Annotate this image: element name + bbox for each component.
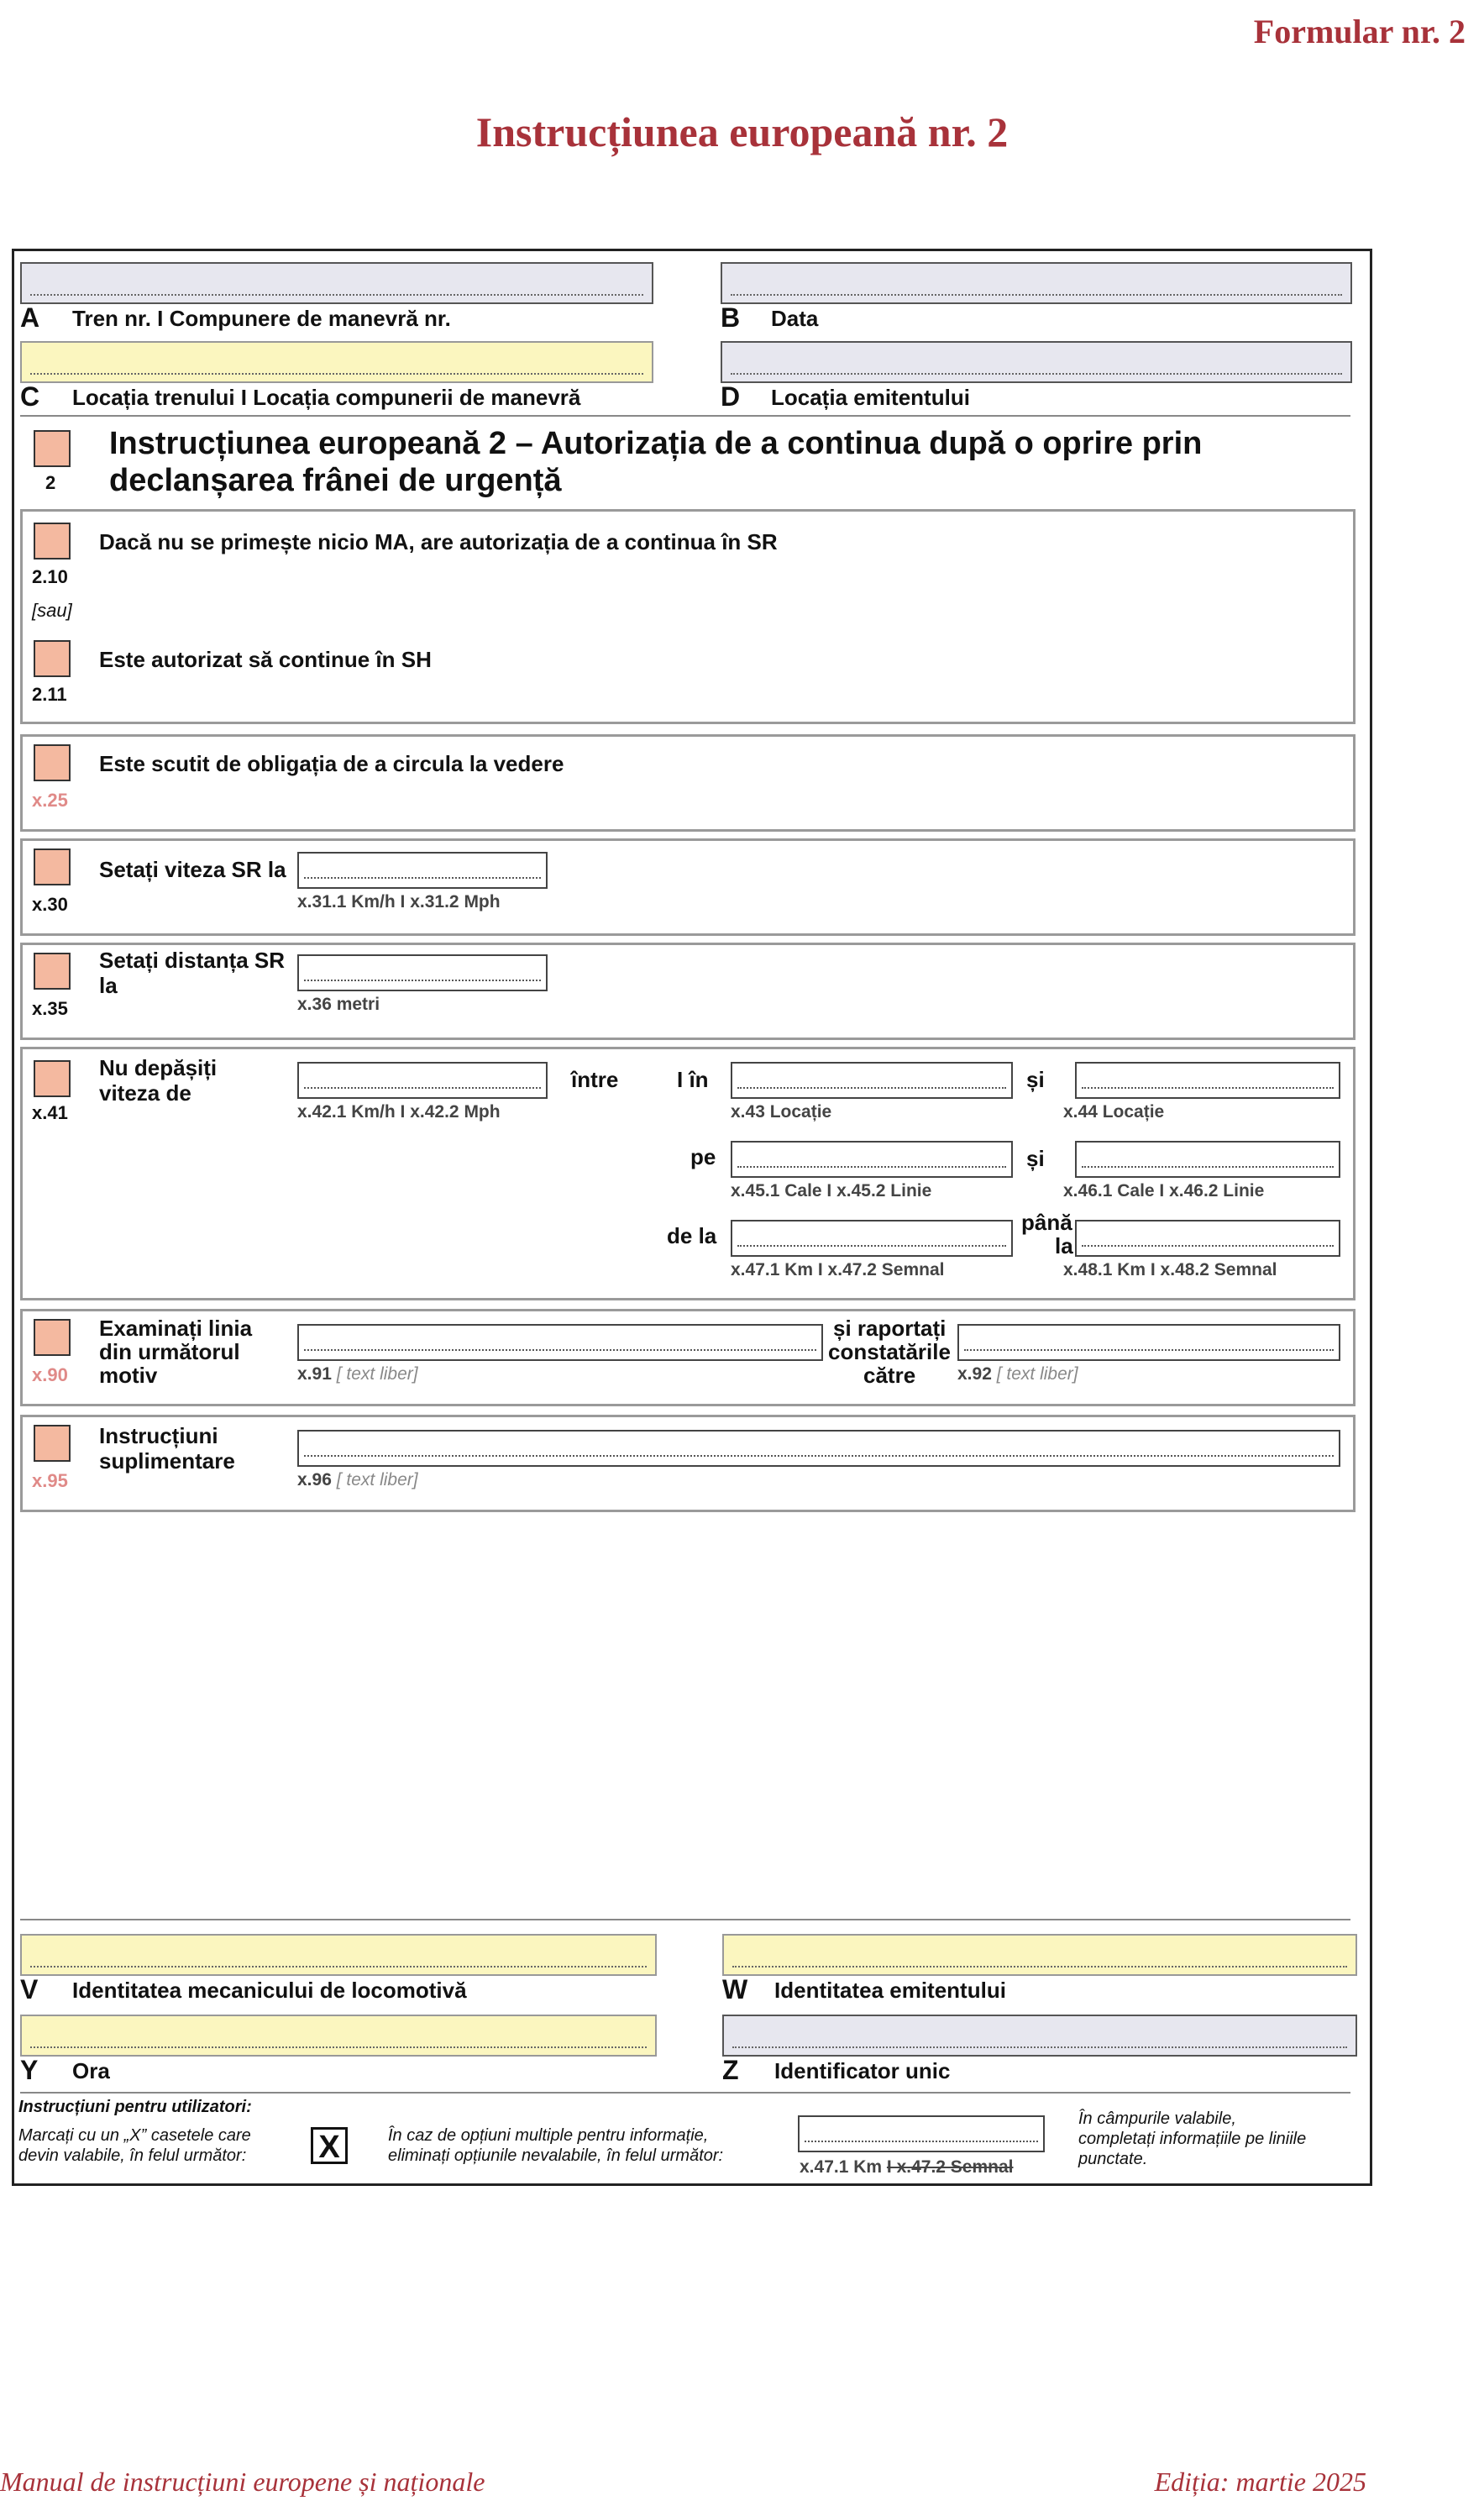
between-label: între xyxy=(571,1067,619,1092)
field-z-letter: Z xyxy=(722,2055,739,2085)
input-x44-location[interactable] xyxy=(1075,1062,1340,1099)
checkbox-2[interactable] xyxy=(34,430,71,467)
until-label-line2: la xyxy=(1055,1233,1073,1258)
checkbox-2-11[interactable] xyxy=(34,640,71,677)
and-label-1: și xyxy=(1026,1067,1045,1092)
instructions-valid-line1: În câmpurile valabile, xyxy=(1078,2109,1236,2128)
label-x25: Este scutit de obligația de a circula la vedere xyxy=(99,751,564,776)
field-b-letter: B xyxy=(721,302,741,333)
instructions-multi-line2: eliminați opțiunile nevalabile, în felul următor: xyxy=(388,2146,724,2165)
main-title-line1: Instrucțiunea europeană 2 – Autorizația de a continua după o oprire prin xyxy=(109,426,1203,461)
until-label-line1: până xyxy=(1021,1210,1072,1235)
code-x41: x.41 xyxy=(32,1102,68,1123)
checkbox-x41[interactable] xyxy=(34,1060,71,1097)
sub-x31: x.31.1 Km/h I x.31.2 Mph xyxy=(297,892,501,912)
on-label: pe xyxy=(690,1144,716,1169)
field-a-train-number[interactable] xyxy=(20,262,653,304)
input-x31-speed[interactable] xyxy=(297,852,548,889)
field-y-label: Ora xyxy=(72,2058,110,2083)
code-x30: x.30 xyxy=(32,894,68,915)
field-v-label: Identitatea mecanicului de locomotivă xyxy=(72,1978,467,2003)
field-v-letter: V xyxy=(20,1974,39,2004)
label-x30: Setați viteza SR la xyxy=(99,857,286,882)
checkbox-x25[interactable] xyxy=(34,744,71,781)
page-title: Instrucțiunea europeană nr. 2 xyxy=(475,108,1009,155)
field-b-label: Data xyxy=(771,306,819,331)
field-b-date[interactable] xyxy=(721,262,1352,304)
label-2-10: Dacă nu se primește nicio MA, are autorizația de a continua în SR xyxy=(99,529,778,554)
form-number: Formular nr. 2 xyxy=(1253,13,1466,50)
code-2: 2 xyxy=(45,472,56,493)
label-x90-line1: Examinați linia xyxy=(99,1316,253,1341)
input-x47-km[interactable] xyxy=(731,1220,1013,1257)
input-x92-recipient[interactable] xyxy=(957,1324,1340,1361)
label-x90-line3: motiv xyxy=(99,1363,158,1388)
input-x48-km[interactable] xyxy=(1075,1220,1340,1257)
report-label-line2: constatările xyxy=(828,1339,951,1364)
label-x41-line1: Nu depășiți xyxy=(99,1055,218,1080)
footer-manual-title: Manual de instrucțiuni europene și naționale xyxy=(0,2467,485,2497)
label-x95-line2: suplimentare xyxy=(99,1448,235,1474)
field-a-letter: A xyxy=(20,302,40,333)
label-x90-line2: din următorul xyxy=(99,1339,240,1364)
section-x25 xyxy=(20,734,1356,832)
input-x45-track[interactable] xyxy=(731,1141,1013,1178)
divider-bottom xyxy=(20,1919,1350,1920)
example-x-checkbox: X xyxy=(311,2127,348,2164)
sub-x91: x.91 [ text liber] xyxy=(297,1364,418,1384)
field-w-issuer-identity[interactable] xyxy=(722,1934,1357,1976)
instructions-valid-line3: punctate. xyxy=(1078,2150,1148,2168)
code-x25: x.25 xyxy=(32,790,68,811)
code-2-11: 2.11 xyxy=(32,684,67,705)
field-y-letter: Y xyxy=(20,2055,39,2085)
input-x91-reason[interactable] xyxy=(297,1324,823,1361)
field-w-letter: W xyxy=(722,1974,748,2004)
field-y-time[interactable] xyxy=(20,2015,657,2057)
sub-x45: x.45.1 Cale I x.45.2 Linie xyxy=(731,1181,932,1200)
input-x42-speed[interactable] xyxy=(297,1062,548,1099)
label-x35-line2: la xyxy=(99,973,118,998)
checkbox-x90[interactable] xyxy=(34,1319,71,1356)
instructions-multi-line1: În caz de opțiuni multiple pentru informație, xyxy=(388,2126,709,2145)
checkbox-2-10[interactable] xyxy=(34,523,71,560)
and-label-2: și xyxy=(1026,1146,1045,1171)
code-x95: x.95 xyxy=(32,1470,68,1491)
example-input xyxy=(798,2115,1045,2152)
field-c-label: Locația trenului I Locația compunerii de manevră xyxy=(72,385,581,410)
input-x36-distance[interactable] xyxy=(297,954,548,991)
input-x46-track[interactable] xyxy=(1075,1141,1340,1178)
from-label: de la xyxy=(667,1223,717,1248)
input-x43-location[interactable] xyxy=(731,1062,1013,1099)
or-label: [sau] xyxy=(32,600,72,621)
report-label-line3: către xyxy=(863,1363,916,1388)
in-label: I în xyxy=(677,1067,709,1092)
label-x95-line1: Instrucțiuni xyxy=(99,1423,218,1448)
section-x30 xyxy=(20,838,1356,936)
instructions-mark-line1: Marcați cu un „X” casetele care xyxy=(18,2126,251,2145)
field-z-label: Identificator unic xyxy=(774,2058,951,2083)
field-d-letter: D xyxy=(721,381,741,412)
checkbox-x95[interactable] xyxy=(34,1425,71,1462)
field-d-issuer-location[interactable] xyxy=(721,341,1352,383)
sub-x47: x.47.1 Km I x.47.2 Semnal xyxy=(731,1260,945,1279)
instructions-mark-line2: devin valabile, în felul următor: xyxy=(18,2146,247,2165)
field-a-label: Tren nr. I Compunere de manevră nr. xyxy=(72,306,451,331)
code-x35: x.35 xyxy=(32,998,68,1019)
field-c-letter: C xyxy=(20,381,40,412)
field-d-label: Locația emitentului xyxy=(771,385,970,410)
checkbox-x30[interactable] xyxy=(34,848,71,885)
sub-x44: x.44 Locație xyxy=(1063,1102,1165,1122)
label-2-11: Este autorizat să continue în SH xyxy=(99,647,432,672)
checkbox-x35[interactable] xyxy=(34,953,71,990)
field-w-label: Identitatea emitentului xyxy=(774,1978,1006,2003)
field-z-unique-id[interactable] xyxy=(722,2015,1357,2057)
input-x96-additional[interactable] xyxy=(297,1430,1340,1467)
sub-x92: x.92 [ text liber] xyxy=(957,1364,1078,1384)
field-c-train-location[interactable] xyxy=(20,341,653,383)
code-x90: x.90 xyxy=(32,1364,68,1385)
label-x41-line2: viteza de xyxy=(99,1080,191,1106)
example-sub: x.47.1 Km I x.47.2 Semnal xyxy=(800,2157,1014,2177)
code-2-10: 2.10 xyxy=(32,566,68,587)
instructions-heading: Instrucțiuni pentru utilizatori: xyxy=(18,2098,252,2116)
sub-x46: x.46.1 Cale I x.46.2 Linie xyxy=(1063,1181,1265,1200)
sub-x36: x.36 metri xyxy=(297,995,380,1014)
divider xyxy=(20,415,1350,417)
instructions-valid-line2: completați informațiile pe liniile xyxy=(1078,2130,1307,2148)
report-label-line1: și raportați xyxy=(833,1316,947,1341)
sub-x96: x.96 [ text liber] xyxy=(297,1470,418,1489)
sub-x42: x.42.1 Km/h I x.42.2 Mph xyxy=(297,1102,501,1122)
footer-edition: Ediția: martie 2025 xyxy=(1154,2467,1366,2497)
label-x35-line1: Setați distanța SR xyxy=(99,948,286,973)
sub-x43: x.43 Locație xyxy=(731,1102,832,1122)
sub-x48: x.48.1 Km I x.48.2 Semnal xyxy=(1063,1260,1277,1279)
divider-instructions xyxy=(20,2092,1350,2094)
main-title-line2: declanșarea frânei de urgență xyxy=(109,463,562,498)
field-v-driver-identity[interactable] xyxy=(20,1934,657,1976)
